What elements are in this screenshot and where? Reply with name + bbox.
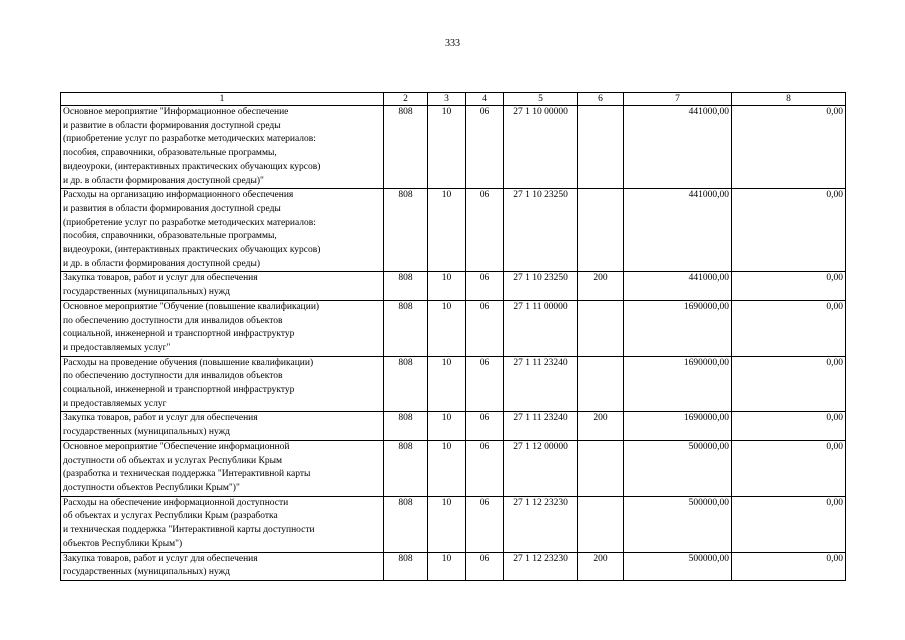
table-row	[61, 300, 846, 356]
budget-table	[60, 92, 846, 581]
section-code-cell: 10	[428, 272, 466, 300]
section-code-cell: 10	[428, 356, 466, 412]
ministry-code-cell: 808	[384, 106, 428, 189]
header-col-4: 4	[466, 93, 504, 106]
page-number: 333	[445, 38, 460, 49]
table-row	[61, 496, 846, 552]
table-row	[61, 189, 846, 272]
section-code-cell: 10	[428, 300, 466, 356]
section-code-cell: 10	[428, 496, 466, 552]
header-col-8: 8	[732, 93, 846, 106]
section-code-cell: 10	[428, 412, 466, 440]
ministry-code-cell: 808	[384, 552, 428, 580]
amount-cell: 441000,00	[624, 272, 732, 300]
ministry-code-cell: 808	[384, 412, 428, 440]
section-code-cell: 10	[428, 106, 466, 189]
table-header-row	[61, 93, 846, 106]
subsection-code-cell: 06	[466, 356, 504, 412]
expense-type-cell	[578, 106, 624, 189]
header-col-1: 1	[61, 93, 384, 106]
expense-type-cell	[578, 189, 624, 272]
amount-cell: 1690000,00	[624, 412, 732, 440]
amount-cell: 1690000,00	[624, 356, 732, 412]
target-article-cell: 27 1 10 23250	[504, 189, 578, 272]
target-article-cell: 27 1 12 00000	[504, 440, 578, 496]
row-name-cell: Основное мероприятие "Информационное обеспечение и развитие в области формирования доступной среды (приобретение услуг по разработке методических материалов: пособия, справочники, образовательные программы, видеоуроки, (интерактивных практических обучающих курсов) и др. в области формирования доступной среды)"	[61, 106, 384, 189]
subsection-code-cell: 06	[466, 496, 504, 552]
row-name-cell: Расходы на проведение обучения (повышение квалификации) по обеспечению доступности для инвалидов объектов социальной, инженерной и транспортной инфраструктур и предоставляемых услуг	[61, 356, 384, 412]
table-row	[61, 440, 846, 496]
row-name-cell: Расходы на организацию информационного обеспечения и развития в области формирования доступной среды (приобретение услуг по разработке методических материалов: пособия, справочники, образовательные программы, видеоуроки, (интерактивных практических обучающих курсов) и др. в области формирования доступной среды)	[61, 189, 384, 272]
expense-type-cell: 200	[578, 412, 624, 440]
ministry-code-cell: 808	[384, 189, 428, 272]
header-col-5: 5	[504, 93, 578, 106]
row-name-cell: Закупка товаров, работ и услуг для обеспечения государственных (муниципальных) нужд	[61, 272, 384, 300]
expense-type-cell: 200	[578, 552, 624, 580]
header-col-6: 6	[578, 93, 624, 106]
expense-type-cell	[578, 300, 624, 356]
subsection-code-cell: 06	[466, 300, 504, 356]
federal-amount-cell: 0,00	[732, 440, 846, 496]
target-article-cell: 27 1 10 23250	[504, 272, 578, 300]
ministry-code-cell: 808	[384, 272, 428, 300]
section-code-cell: 10	[428, 440, 466, 496]
expense-type-cell	[578, 440, 624, 496]
row-name-cell: Расходы на обеспечение информационной доступности об объектах и услугах Республики Крым (разработка и техническая поддержка "Интерактивной карты доступности объектов Республики Крым")	[61, 496, 384, 552]
subsection-code-cell: 06	[466, 440, 504, 496]
amount-cell: 500000,00	[624, 440, 732, 496]
target-article-cell: 27 1 10 00000	[504, 106, 578, 189]
subsection-code-cell: 06	[466, 552, 504, 580]
amount-cell: 441000,00	[624, 106, 732, 189]
section-code-cell: 10	[428, 189, 466, 272]
header-col-7: 7	[624, 93, 732, 106]
target-article-cell: 27 1 11 00000	[504, 300, 578, 356]
federal-amount-cell: 0,00	[732, 300, 846, 356]
ministry-code-cell: 808	[384, 300, 428, 356]
table-row	[61, 552, 846, 580]
table-row	[61, 272, 846, 300]
target-article-cell: 27 1 11 23240	[504, 356, 578, 412]
subsection-code-cell: 06	[466, 189, 504, 272]
subsection-code-cell: 06	[466, 272, 504, 300]
row-name-cell: Закупка товаров, работ и услуг для обеспечения государственных (муниципальных) нужд	[61, 552, 384, 580]
expense-type-cell: 200	[578, 272, 624, 300]
table-row	[61, 356, 846, 412]
table-row	[61, 106, 846, 189]
federal-amount-cell: 0,00	[732, 552, 846, 580]
row-name-cell: Основное мероприятие "Обеспечение информационной доступности об объектах и услугах Республики Крым (разработка и техническая поддержка "Интерактивной карты доступности объектов Республики Крым")"	[61, 440, 384, 496]
subsection-code-cell: 06	[466, 106, 504, 189]
row-name-cell: Закупка товаров, работ и услуг для обеспечения государственных (муниципальных) нужд	[61, 412, 384, 440]
subsection-code-cell: 06	[466, 412, 504, 440]
ministry-code-cell: 808	[384, 496, 428, 552]
header-col-3: 3	[428, 93, 466, 106]
expense-type-cell	[578, 356, 624, 412]
federal-amount-cell: 0,00	[732, 412, 846, 440]
amount-cell: 500000,00	[624, 496, 732, 552]
ministry-code-cell: 808	[384, 356, 428, 412]
amount-cell: 1690000,00	[624, 300, 732, 356]
ministry-code-cell: 808	[384, 440, 428, 496]
federal-amount-cell: 0,00	[732, 189, 846, 272]
table-row	[61, 412, 846, 440]
header-col-2: 2	[384, 93, 428, 106]
federal-amount-cell: 0,00	[732, 106, 846, 189]
target-article-cell: 27 1 12 23230	[504, 496, 578, 552]
amount-cell: 500000,00	[624, 552, 732, 580]
target-article-cell: 27 1 11 23240	[504, 412, 578, 440]
federal-amount-cell: 0,00	[732, 356, 846, 412]
row-name-cell: Основное мероприятие "Обучение (повышение квалификации) по обеспечению доступности для инвалидов объектов социальной, инженерной и транспортной инфраструктур и предоставляемых услуг"	[61, 300, 384, 356]
amount-cell: 441000,00	[624, 189, 732, 272]
section-code-cell: 10	[428, 552, 466, 580]
expense-type-cell	[578, 496, 624, 552]
federal-amount-cell: 0,00	[732, 272, 846, 300]
federal-amount-cell: 0,00	[732, 496, 846, 552]
target-article-cell: 27 1 12 23230	[504, 552, 578, 580]
